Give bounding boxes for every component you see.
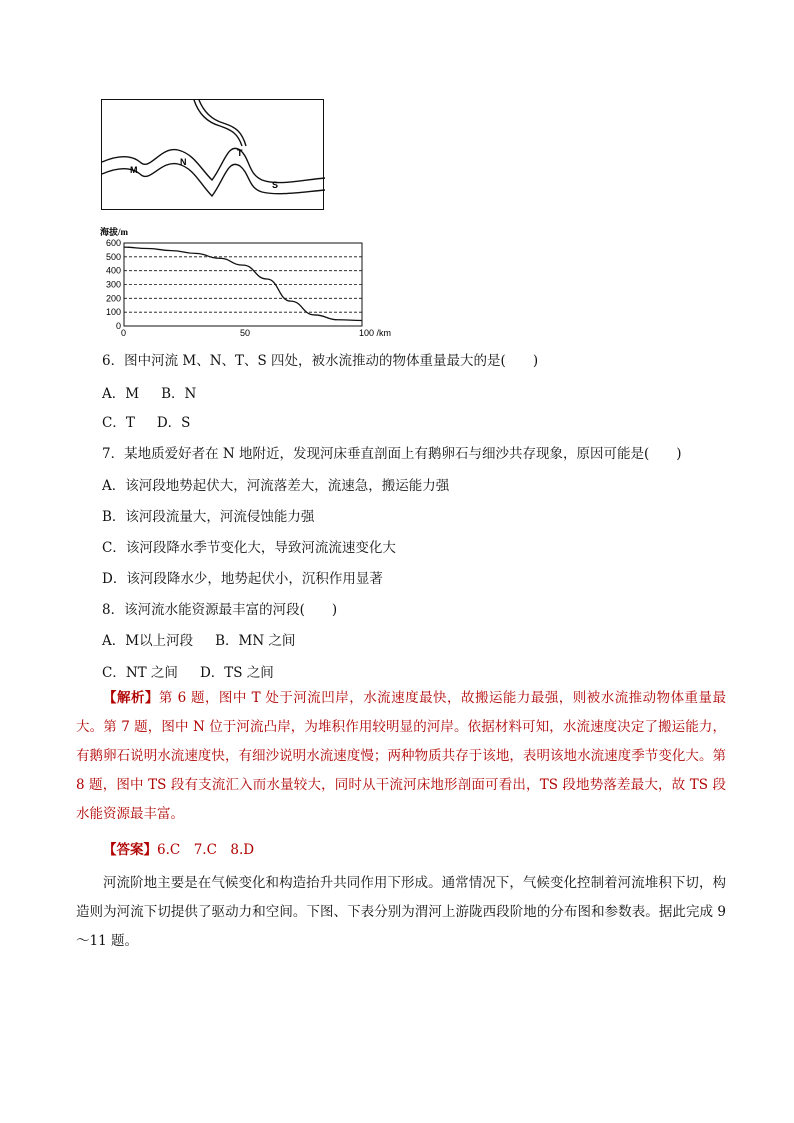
y-gridlines	[124, 243, 362, 312]
q7-option-c: C．该河段降水季节变化大，导致河流流速变化大	[102, 540, 396, 556]
q7-stem: 7．某地质爱好者在 N 地附近，发现河床垂直剖面上有鹅卵石与细沙共存现象，原因可能是( )	[102, 446, 682, 462]
q6-option-d: D．S	[156, 415, 191, 431]
q6-options-row2	[102, 414, 190, 432]
river-map-drawing	[102, 100, 325, 211]
x-tick-label: 0	[121, 328, 127, 338]
y-tick-label: 300	[105, 279, 121, 290]
y-tick-label: 0	[115, 321, 121, 331]
q7-option-b: B．该河段流量大，河流侵蚀能力强	[102, 509, 315, 525]
y-tick-labels	[106, 238, 121, 331]
profile-line	[124, 247, 362, 320]
label-m: M	[130, 165, 138, 175]
label-n: N	[180, 157, 187, 167]
label-t: T	[237, 148, 243, 158]
analysis-text: 第 6 题，图中 T 处于河流凹岸，水流速度最快，故搬运能力最强，则被水流推动物体重量最大。第 7 题，图中 N 位于河流凸岸，为堆积作用较明显的河岸。依据材料可知，水流速度决定了搬运能力，有鹅卵石说明水流速度快，有细沙说明水流速度慢；两种物质共存于该地，表明该地水流速度季节变化大。第 8 题，图中 TS 段有支流汇入而水量较大，同时从干流河床地形剖面可看出，TS 段地势落差最大，故 TS 段水能资源最丰富。	[76, 690, 726, 822]
q8-options-row1	[102, 632, 295, 650]
label-s: S	[272, 180, 279, 190]
q8-options-row2	[102, 664, 274, 682]
elevation-profile-chart	[98, 226, 392, 338]
q6-stem: 6．图中河流 M、N、T、S 四处，被水流推动的物体重量最大的是( )	[102, 353, 539, 369]
y-tick-label: 500	[105, 251, 121, 262]
q8-option-a: A．M以上河段	[102, 633, 194, 649]
q7-option-a: A．该河段地势起伏大，河流落差大，流速急，搬运能力强	[102, 478, 450, 494]
river-map-figure	[101, 99, 324, 210]
q6-option-a: A．M	[102, 386, 140, 402]
q6-option-b: B．N	[161, 386, 197, 402]
intro-paragraph: 河流阶地主要是在气候变化和构造抬升共同作用下形成。通常情况下，气候变化控制着河流堆积下切，构造则为河流下切提供了驱动力和空间。下图、下表分别为渭河上游陇西段阶地的分布图和参数表。据此完成 9～11 题。	[76, 875, 726, 949]
q8-stem: 8．该河流水能资源最丰富的河段( )	[102, 602, 338, 618]
y-tick-label: 400	[105, 265, 121, 276]
x-tick-labels	[121, 328, 391, 338]
q8-option-d: D．TS 之间	[199, 665, 274, 681]
q6-option-c: C．T	[102, 415, 135, 431]
q7-option-d: D．该河段降水少，地势起伏小，沉积作用显著	[102, 571, 383, 587]
answer-paragraph	[76, 836, 726, 865]
y-tick-label: 100	[105, 307, 121, 318]
analysis-paragraph	[76, 684, 726, 829]
answer-tag: 【答案】	[103, 842, 157, 858]
y-axis-label: 海拔/m	[100, 227, 128, 237]
analysis-tag: 【解析】	[103, 690, 159, 706]
x-tick-label: 50	[240, 328, 251, 338]
q6-options-row1	[102, 385, 196, 403]
y-tick-label: 600	[105, 238, 121, 248]
q8-option-b: B．MN 之间	[215, 633, 296, 649]
y-tick-label: 200	[105, 293, 121, 304]
q8-option-c: C．NT 之间	[102, 665, 178, 681]
x-tick-label: 100 /km	[359, 328, 392, 338]
answer-text: 6.C 7.C 8.D	[157, 842, 255, 858]
